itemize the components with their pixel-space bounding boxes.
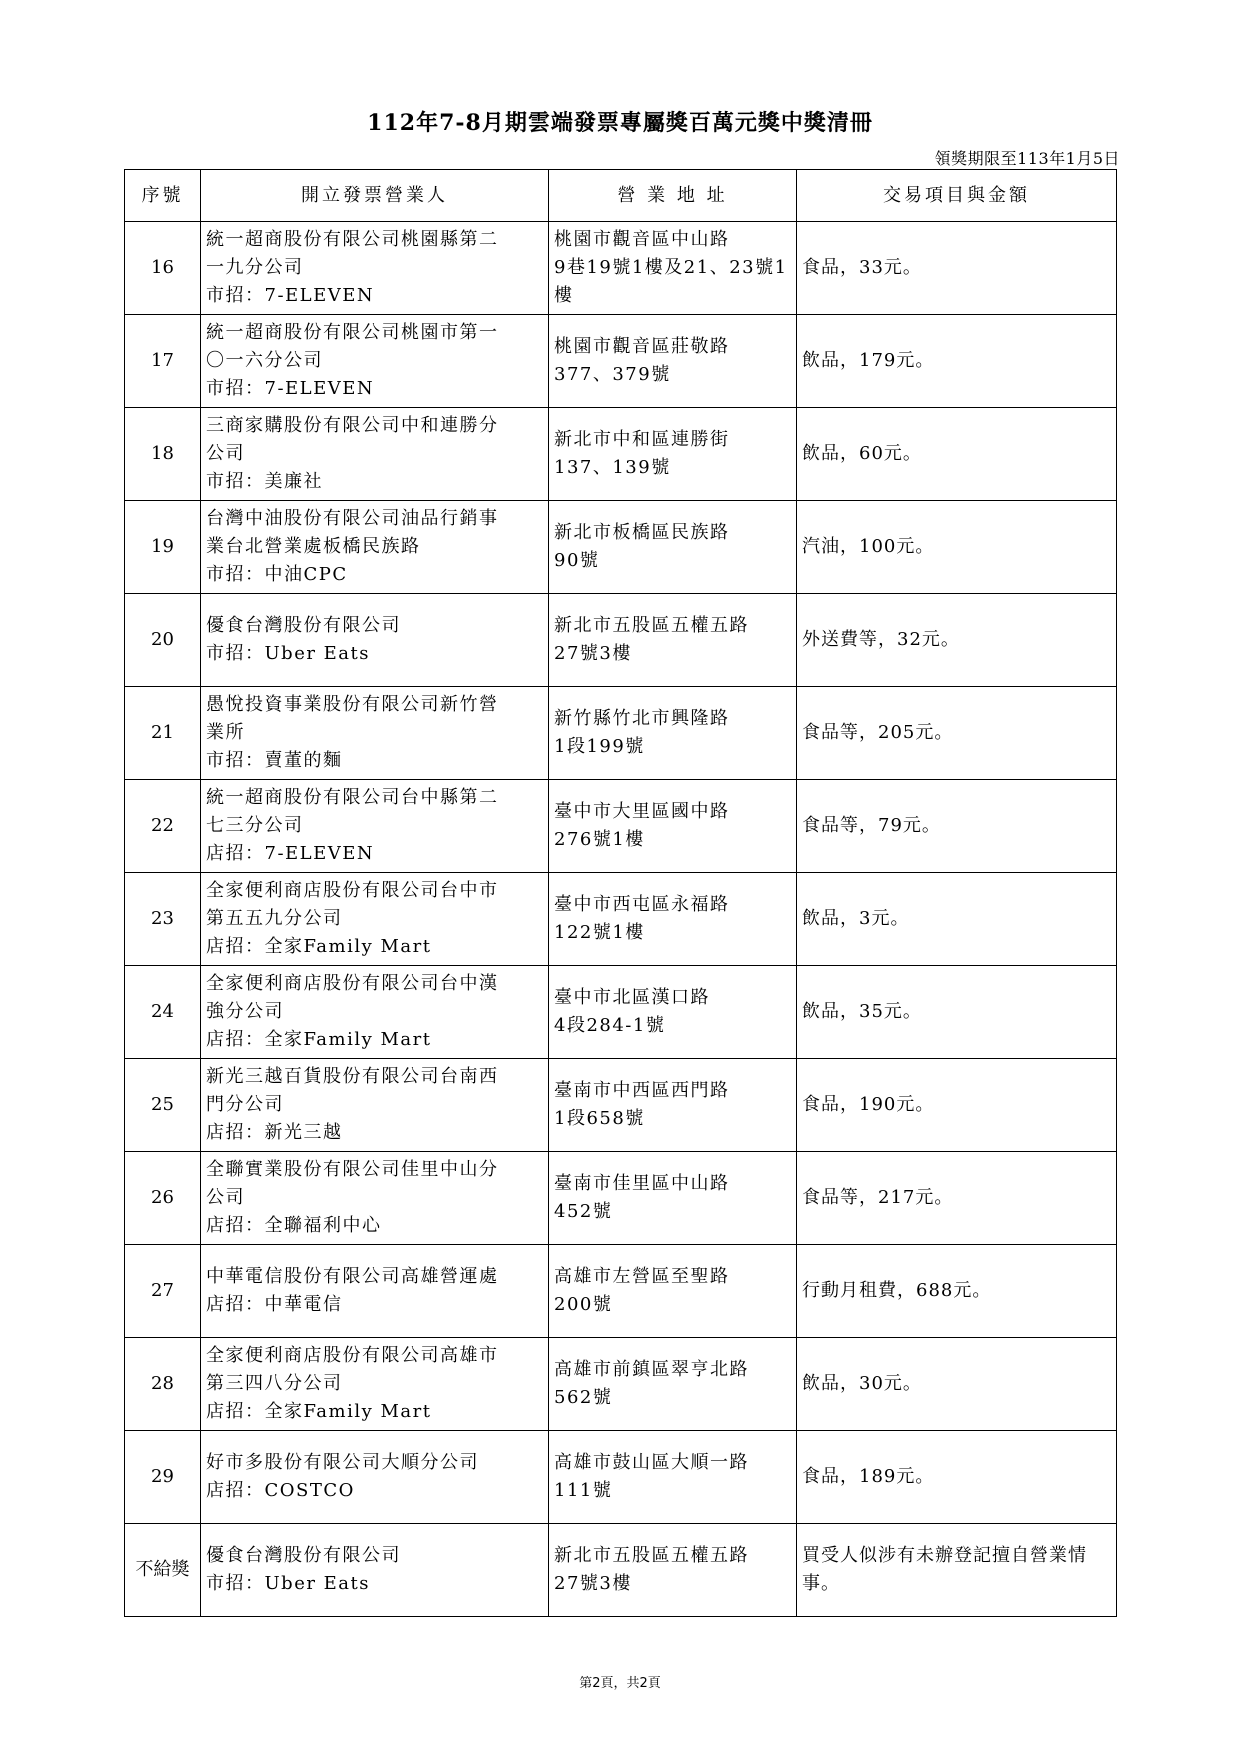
table-row — [125, 687, 1117, 780]
address-cell — [549, 222, 797, 315]
business-name-line: 中華電信股份有限公司高雄營運處 — [206, 1266, 499, 1287]
address-line: 桃園市觀音區中山路 — [554, 229, 730, 250]
item-amount-cell: 食品等，205元。 — [797, 687, 1117, 780]
address-line: 4段284-1號 — [554, 1015, 666, 1036]
winners-table — [124, 169, 1117, 1617]
business-name-line: 第五五九分公司 — [206, 908, 343, 929]
address-cell — [549, 315, 797, 408]
business-cell — [201, 1245, 549, 1338]
serial-no-cell: 19 — [125, 501, 201, 594]
address-line: 新北市五股區五權五路 — [554, 615, 749, 636]
business-name-line: 優食台灣股份有限公司 — [206, 1545, 401, 1566]
business-cell — [201, 780, 549, 873]
item-amount-cell: 食品，189元。 — [797, 1431, 1117, 1524]
business-name-line: 全家便利商店股份有限公司台中漢 — [206, 973, 499, 994]
address-line: 1段199號 — [554, 736, 645, 757]
header-row — [125, 170, 1117, 222]
address-line: 高雄市前鎮區翠亨北路 — [554, 1359, 749, 1380]
business-name-line: 台灣中油股份有限公司油品行銷事 — [206, 508, 499, 529]
header-business: 開立發票營業人 — [201, 170, 549, 222]
business-cell — [201, 1431, 549, 1524]
business-name-line: 全家便利商店股份有限公司高雄市 — [206, 1345, 499, 1366]
business-name-line: 七三分公司 — [206, 815, 304, 836]
item-amount-cell: 飲品，30元。 — [797, 1338, 1117, 1431]
item-amount-cell: 買受人似涉有未辦登記擅自營業情事。 — [797, 1524, 1117, 1617]
address-cell — [549, 1152, 797, 1245]
address-line: 90號 — [554, 550, 600, 571]
serial-no-cell: 29 — [125, 1431, 201, 1524]
business-name-line: 業所 — [206, 722, 245, 743]
address-line: 27號3樓 — [554, 643, 632, 664]
business-cell — [201, 594, 549, 687]
address-cell — [549, 1524, 797, 1617]
business-name-line: 統一超商股份有限公司桃園縣第二 — [206, 229, 499, 250]
serial-no-cell: 18 — [125, 408, 201, 501]
table-row — [125, 408, 1117, 501]
address-cell — [549, 687, 797, 780]
table-row — [125, 501, 1117, 594]
item-amount-cell: 行動月租費，688元。 — [797, 1245, 1117, 1338]
business-name-line: 市招：7-ELEVEN — [206, 378, 375, 399]
item-amount-cell: 外送費等，32元。 — [797, 594, 1117, 687]
address-line: 桃園市觀音區莊敬路 — [554, 336, 730, 357]
item-amount-cell: 食品，33元。 — [797, 222, 1117, 315]
item-amount-cell: 汽油，100元。 — [797, 501, 1117, 594]
business-name-line: 店招：7-ELEVEN — [206, 843, 375, 864]
claim-deadline: 領獎期限至113年1月5日 — [934, 149, 1120, 168]
business-cell — [201, 1338, 549, 1431]
business-name-line: 市招：Uber Eats — [206, 1573, 371, 1594]
business-name-line: 強分公司 — [206, 1001, 284, 1022]
serial-no-cell: 25 — [125, 1059, 201, 1152]
table-row — [125, 1338, 1117, 1431]
address-line: 新北市五股區五權五路 — [554, 1545, 749, 1566]
business-name-line: 三商家購股份有限公司中和連勝分 — [206, 415, 499, 436]
business-cell — [201, 1059, 549, 1152]
serial-no-cell: 26 — [125, 1152, 201, 1245]
table-row — [125, 315, 1117, 408]
serial-no-cell: 27 — [125, 1245, 201, 1338]
table-row — [125, 780, 1117, 873]
header-address: 營 業 地 址 — [549, 170, 797, 222]
header-serial-no: 序號 — [125, 170, 201, 222]
business-cell — [201, 873, 549, 966]
business-name-line: 優食台灣股份有限公司 — [206, 615, 401, 636]
serial-no-cell: 24 — [125, 966, 201, 1059]
business-name-line: 全聯實業股份有限公司佳里中山分 — [206, 1159, 499, 1180]
business-name-line: 好市多股份有限公司大順分公司 — [206, 1452, 479, 1473]
business-cell — [201, 408, 549, 501]
business-name-line: 市招：7-ELEVEN — [206, 285, 375, 306]
serial-no-cell: 28 — [125, 1338, 201, 1431]
address-line: 新北市板橋區民族路 — [554, 522, 730, 543]
page-footer: 第2頁，共2頁 — [579, 1676, 661, 1691]
serial-no-cell: 16 — [125, 222, 201, 315]
address-line: 臺中市北區漢口路 — [554, 987, 710, 1008]
table-row — [125, 1245, 1117, 1338]
item-amount-cell: 食品等，79元。 — [797, 780, 1117, 873]
business-name-line: 店招：全家Family Mart — [206, 936, 432, 957]
address-line: 137、139號 — [554, 457, 671, 478]
address-cell — [549, 873, 797, 966]
business-name-line: 第三四八分公司 — [206, 1373, 343, 1394]
address-line: 高雄市鼓山區大順一路 — [554, 1452, 749, 1473]
address-cell — [549, 966, 797, 1059]
business-name-line: 店招：全家Family Mart — [206, 1401, 432, 1422]
item-amount-cell: 飲品，35元。 — [797, 966, 1117, 1059]
business-cell — [201, 1524, 549, 1617]
business-name-line: 店招：全家Family Mart — [206, 1029, 432, 1050]
table-row — [125, 966, 1117, 1059]
address-cell — [549, 1338, 797, 1431]
page-title: 112年7-8月期雲端發票專屬獎百萬元獎中獎清冊 — [367, 110, 873, 136]
address-line: 臺中市西屯區永福路 — [554, 894, 730, 915]
address-line: 樓 — [554, 285, 574, 306]
table-row — [125, 1059, 1117, 1152]
serial-no-cell: 20 — [125, 594, 201, 687]
table-header — [125, 170, 1117, 222]
address-line: 200號 — [554, 1294, 613, 1315]
table-row — [125, 1431, 1117, 1524]
business-cell — [201, 1152, 549, 1245]
table-row — [125, 1524, 1117, 1617]
item-amount-cell: 食品，190元。 — [797, 1059, 1117, 1152]
address-cell — [549, 501, 797, 594]
serial-no-cell: 不給獎 — [125, 1524, 201, 1617]
business-name-line: 〇一六分公司 — [206, 350, 323, 371]
business-name-line: 市招：中油CPC — [206, 564, 348, 585]
item-amount-cell: 食品等，217元。 — [797, 1152, 1117, 1245]
business-name-line: 愚悅投資事業股份有限公司新竹營 — [206, 694, 499, 715]
business-name-line: 店招：COSTCO — [206, 1480, 355, 1501]
item-amount-cell: 飲品，3元。 — [797, 873, 1117, 966]
address-line: 9巷19號1樓及21、23號1 — [554, 257, 788, 278]
business-cell — [201, 687, 549, 780]
address-line: 臺南市佳里區中山路 — [554, 1173, 730, 1194]
business-name-line: 市招：賣董的麵 — [206, 750, 343, 771]
header-item-amount: 交易項目與金額 — [797, 170, 1117, 222]
address-cell — [549, 1431, 797, 1524]
address-cell — [549, 408, 797, 501]
business-name-line: 店招：全聯福利中心 — [206, 1215, 382, 1236]
business-name-line: 店招：新光三越 — [206, 1122, 343, 1143]
address-line: 122號1樓 — [554, 922, 645, 943]
address-cell — [549, 780, 797, 873]
table-body — [125, 222, 1117, 1617]
address-line: 新竹縣竹北市興隆路 — [554, 708, 730, 729]
address-line: 276號1樓 — [554, 829, 645, 850]
serial-no-cell: 22 — [125, 780, 201, 873]
address-line: 111號 — [554, 1480, 613, 1501]
table-row — [125, 222, 1117, 315]
business-cell — [201, 222, 549, 315]
business-name-line: 市招：美廉社 — [206, 471, 323, 492]
item-amount-cell: 飲品，60元。 — [797, 408, 1117, 501]
business-cell — [201, 966, 549, 1059]
business-name-line: 市招：Uber Eats — [206, 643, 371, 664]
business-name-line: 門分公司 — [206, 1094, 284, 1115]
business-name-line: 店招：中華電信 — [206, 1294, 343, 1315]
business-name-line: 全家便利商店股份有限公司台中市 — [206, 880, 499, 901]
table-row — [125, 873, 1117, 966]
business-cell — [201, 501, 549, 594]
address-cell — [549, 1059, 797, 1152]
table-row — [125, 1152, 1117, 1245]
address-line: 高雄市左營區至聖路 — [554, 1266, 730, 1287]
address-cell — [549, 1245, 797, 1338]
address-line: 新北市中和區連勝街 — [554, 429, 730, 450]
address-line: 562號 — [554, 1387, 613, 1408]
address-line: 1段658號 — [554, 1108, 645, 1129]
address-line: 臺中市大里區國中路 — [554, 801, 730, 822]
address-cell — [549, 594, 797, 687]
business-name-line: 公司 — [206, 1187, 245, 1208]
serial-no-cell: 23 — [125, 873, 201, 966]
address-line: 452號 — [554, 1201, 613, 1222]
serial-no-cell: 17 — [125, 315, 201, 408]
business-cell — [201, 315, 549, 408]
business-name-line: 統一超商股份有限公司桃園市第一 — [206, 322, 499, 343]
business-name-line: 業台北營業處板橋民族路 — [206, 536, 421, 557]
serial-no-cell: 21 — [125, 687, 201, 780]
business-name-line: 公司 — [206, 443, 245, 464]
business-name-line: 新光三越百貨股份有限公司台南西 — [206, 1066, 499, 1087]
business-name-line: 一九分公司 — [206, 257, 304, 278]
table-row — [125, 594, 1117, 687]
address-line: 377、379號 — [554, 364, 671, 385]
address-line: 27號3樓 — [554, 1573, 632, 1594]
item-amount-cell: 飲品，179元。 — [797, 315, 1117, 408]
business-name-line: 統一超商股份有限公司台中縣第二 — [206, 787, 499, 808]
address-line: 臺南市中西區西門路 — [554, 1080, 730, 1101]
